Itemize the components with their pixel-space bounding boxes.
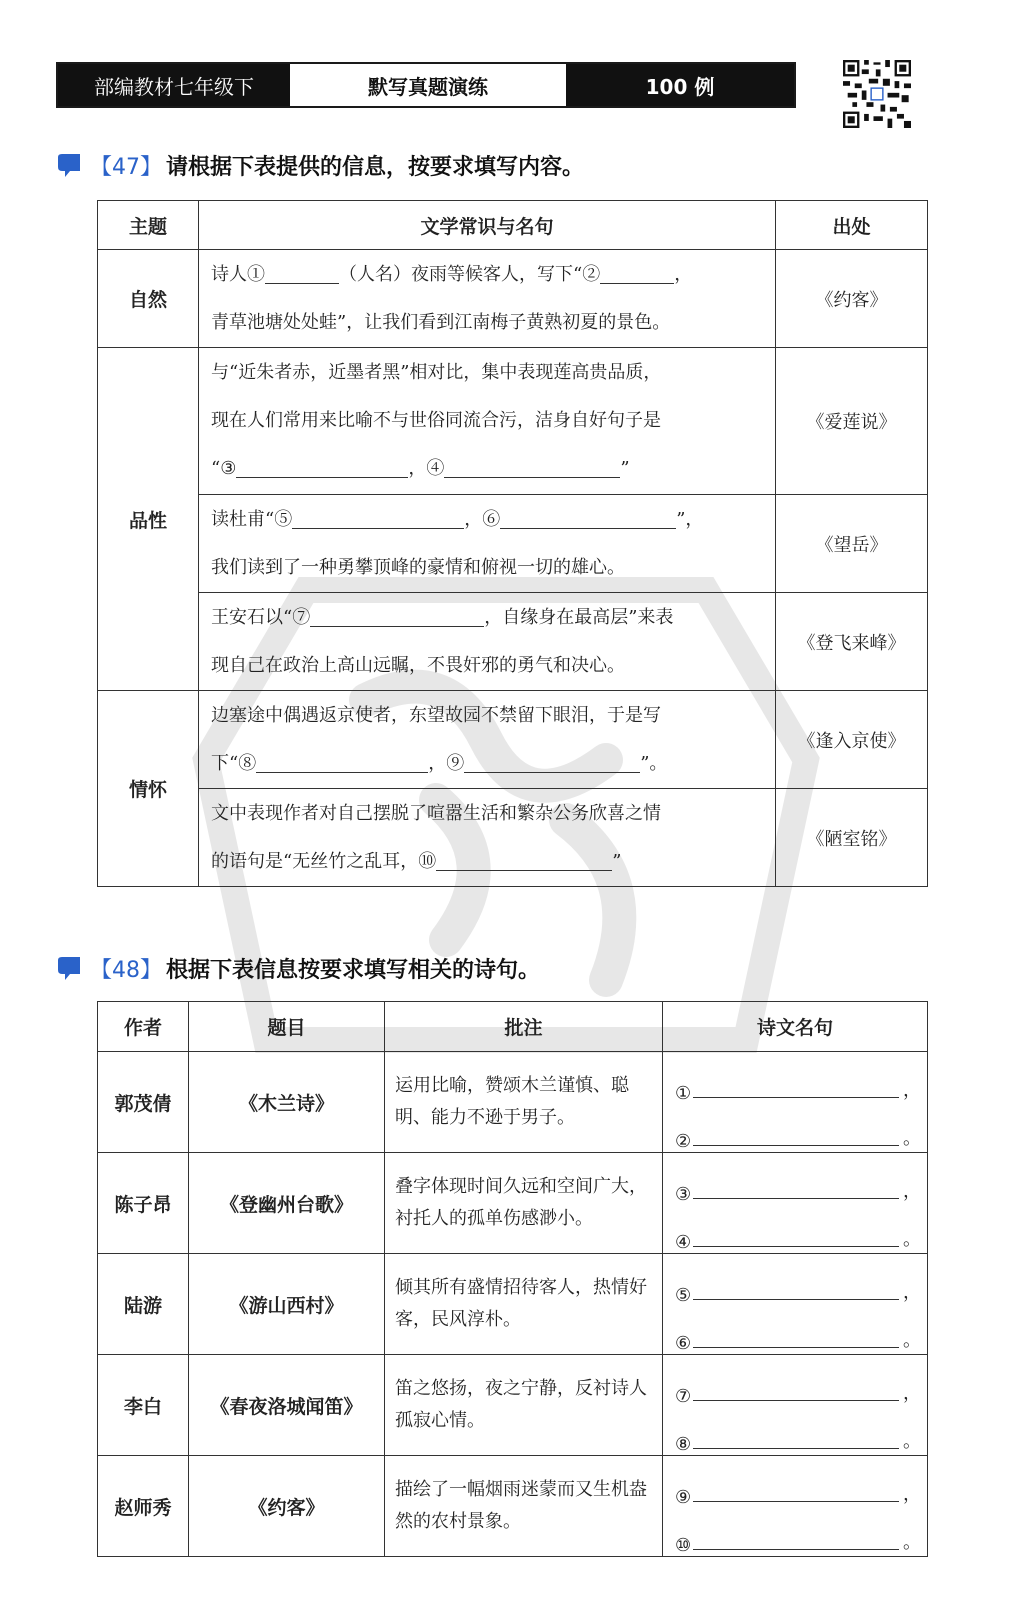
column-header: 出处 xyxy=(776,201,928,250)
title-cell: 《游山西村》 xyxy=(189,1254,385,1355)
bookmark-flag-icon xyxy=(56,153,84,179)
table-row: 边塞途中偶遇返京使者，东望故园不禁留下眼泪，于是写 下“⑧ ，⑨ ”。 xyxy=(199,691,776,789)
question-text: 根据下表信息按要求填写相关的诗句。 xyxy=(166,958,541,983)
answer-blank[interactable] xyxy=(500,506,676,529)
answer-blank[interactable] xyxy=(236,455,408,478)
column-header: 文学常识与名句 xyxy=(199,201,776,250)
question-47-heading xyxy=(56,150,584,181)
section-title: 默写真题演练 xyxy=(290,64,566,106)
answer-blank[interactable] xyxy=(693,1174,899,1199)
answer-blank[interactable] xyxy=(693,1376,899,1401)
source-cell: 《爱莲说》 xyxy=(776,348,928,495)
answer-blank[interactable] xyxy=(310,604,484,627)
title-cell: 《木兰诗》 xyxy=(189,1052,385,1153)
answer-blank[interactable] xyxy=(256,750,428,773)
table-row xyxy=(98,1254,928,1355)
source-cell: 《登飞来峰》 xyxy=(776,593,928,691)
header-bar xyxy=(56,62,796,108)
bookmark-flag-icon xyxy=(56,956,84,982)
table-row xyxy=(98,1355,928,1456)
author-cell: 陆游 xyxy=(98,1254,189,1355)
note-cell: 描绘了一幅烟雨迷蒙而又生机盎然的农村景象。 xyxy=(385,1456,663,1557)
answer-cell: ⑦ ， ⑧ 。 xyxy=(663,1355,928,1456)
column-header: 作者 xyxy=(98,1002,189,1052)
answer-blank[interactable] xyxy=(292,506,464,529)
column-header: 题目 xyxy=(189,1002,385,1052)
author-cell: 陈子昂 xyxy=(98,1153,189,1254)
question-48-heading xyxy=(56,953,540,984)
table-row: 王安石以“⑦ ，自缘身在最高层”来表 现自己在政治上高山远瞩，不畏奸邪的勇气和决心。 xyxy=(199,593,776,691)
theme-cell: 自然 xyxy=(98,250,199,348)
source-cell: 《逢入京使》 xyxy=(776,691,928,789)
answer-blank[interactable] xyxy=(464,750,640,773)
table-row xyxy=(98,1153,928,1254)
answer-blank[interactable] xyxy=(693,1121,899,1146)
answer-blank[interactable] xyxy=(265,261,339,284)
author-cell: 李白 xyxy=(98,1355,189,1456)
answer-blank[interactable] xyxy=(444,455,620,478)
theme-cell: 情怀 xyxy=(98,691,199,887)
theme-cell: 品性 xyxy=(98,348,199,691)
author-cell: 赵师秀 xyxy=(98,1456,189,1557)
note-cell: 倾其所有盛情招待客人，热情好客，民风淳朴。 xyxy=(385,1254,663,1355)
question-number: 【47】 xyxy=(90,155,162,180)
note-cell: 笛之悠扬，夜之宁静，反衬诗人孤寂心情。 xyxy=(385,1355,663,1456)
source-cell: 《陋室铭》 xyxy=(776,789,928,887)
title-cell: 《登幽州台歌》 xyxy=(189,1153,385,1254)
answer-cell: ③ ， ④ 。 xyxy=(663,1153,928,1254)
table-row xyxy=(98,1052,928,1153)
question-text: 请根据下表提供的信息，按要求填写内容。 xyxy=(166,155,585,180)
answer-blank[interactable] xyxy=(693,1222,899,1247)
table-47 xyxy=(97,200,928,887)
answer-cell: ① ， ② 。 xyxy=(663,1052,928,1153)
table-row: 诗人① （人名）夜雨等候客人，写下“② ， 青草池塘处处蛙”，让我们看到江南梅子黄熟初夏的景色。 xyxy=(199,250,776,348)
source-cell: 《约客》 xyxy=(776,250,928,348)
source-cell: 《望岳》 xyxy=(776,495,928,593)
answer-blank[interactable] xyxy=(693,1073,899,1098)
column-header: 诗文名句 xyxy=(663,1002,928,1052)
answer-blank[interactable] xyxy=(693,1424,899,1449)
book-label: 部编教材七年级下 xyxy=(58,64,290,106)
title-cell: 《春夜洛城闻笛》 xyxy=(189,1355,385,1456)
table-row: 文中表现作者对自己摆脱了喧嚣生活和繁杂公务欣喜之情 的语句是“无丝竹之乱耳，⑩ ” xyxy=(199,789,776,887)
example-count: 100 例 xyxy=(566,64,794,106)
author-cell: 郭茂倩 xyxy=(98,1052,189,1153)
answer-cell: ⑤ ， ⑥ 。 xyxy=(663,1254,928,1355)
note-cell: 运用比喻，赞颂木兰谨慎、聪明、能力不逊于男子。 xyxy=(385,1052,663,1153)
answer-blank[interactable] xyxy=(600,261,674,284)
answer-blank[interactable] xyxy=(693,1275,899,1300)
table-row: 读杜甫“⑤ ，⑥ ”， 我们读到了一种勇攀顶峰的豪情和俯视一切的雄心。 xyxy=(199,495,776,593)
answer-blank[interactable] xyxy=(436,848,612,871)
question-number: 【48】 xyxy=(90,958,162,983)
table-row: 与“近朱者赤，近墨者黑”相对比，集中表现莲高贵品质， 现在人们常用来比喻不与世俗同流合污，洁身自好句子是 “③ ，④ ” xyxy=(199,348,776,495)
column-header: 主题 xyxy=(98,201,199,250)
title-cell: 《约客》 xyxy=(189,1456,385,1557)
table-48 xyxy=(97,1001,928,1557)
answer-blank[interactable] xyxy=(693,1323,899,1348)
qr-code-icon xyxy=(843,60,911,128)
table-row xyxy=(98,1456,928,1557)
column-header: 批注 xyxy=(385,1002,663,1052)
answer-cell: ⑨ ， ⑩ 。 xyxy=(663,1456,928,1557)
note-cell: 叠字体现时间久远和空间广大，衬托人的孤单伤感渺小。 xyxy=(385,1153,663,1254)
answer-blank[interactable] xyxy=(693,1477,899,1502)
answer-blank[interactable] xyxy=(693,1525,899,1550)
